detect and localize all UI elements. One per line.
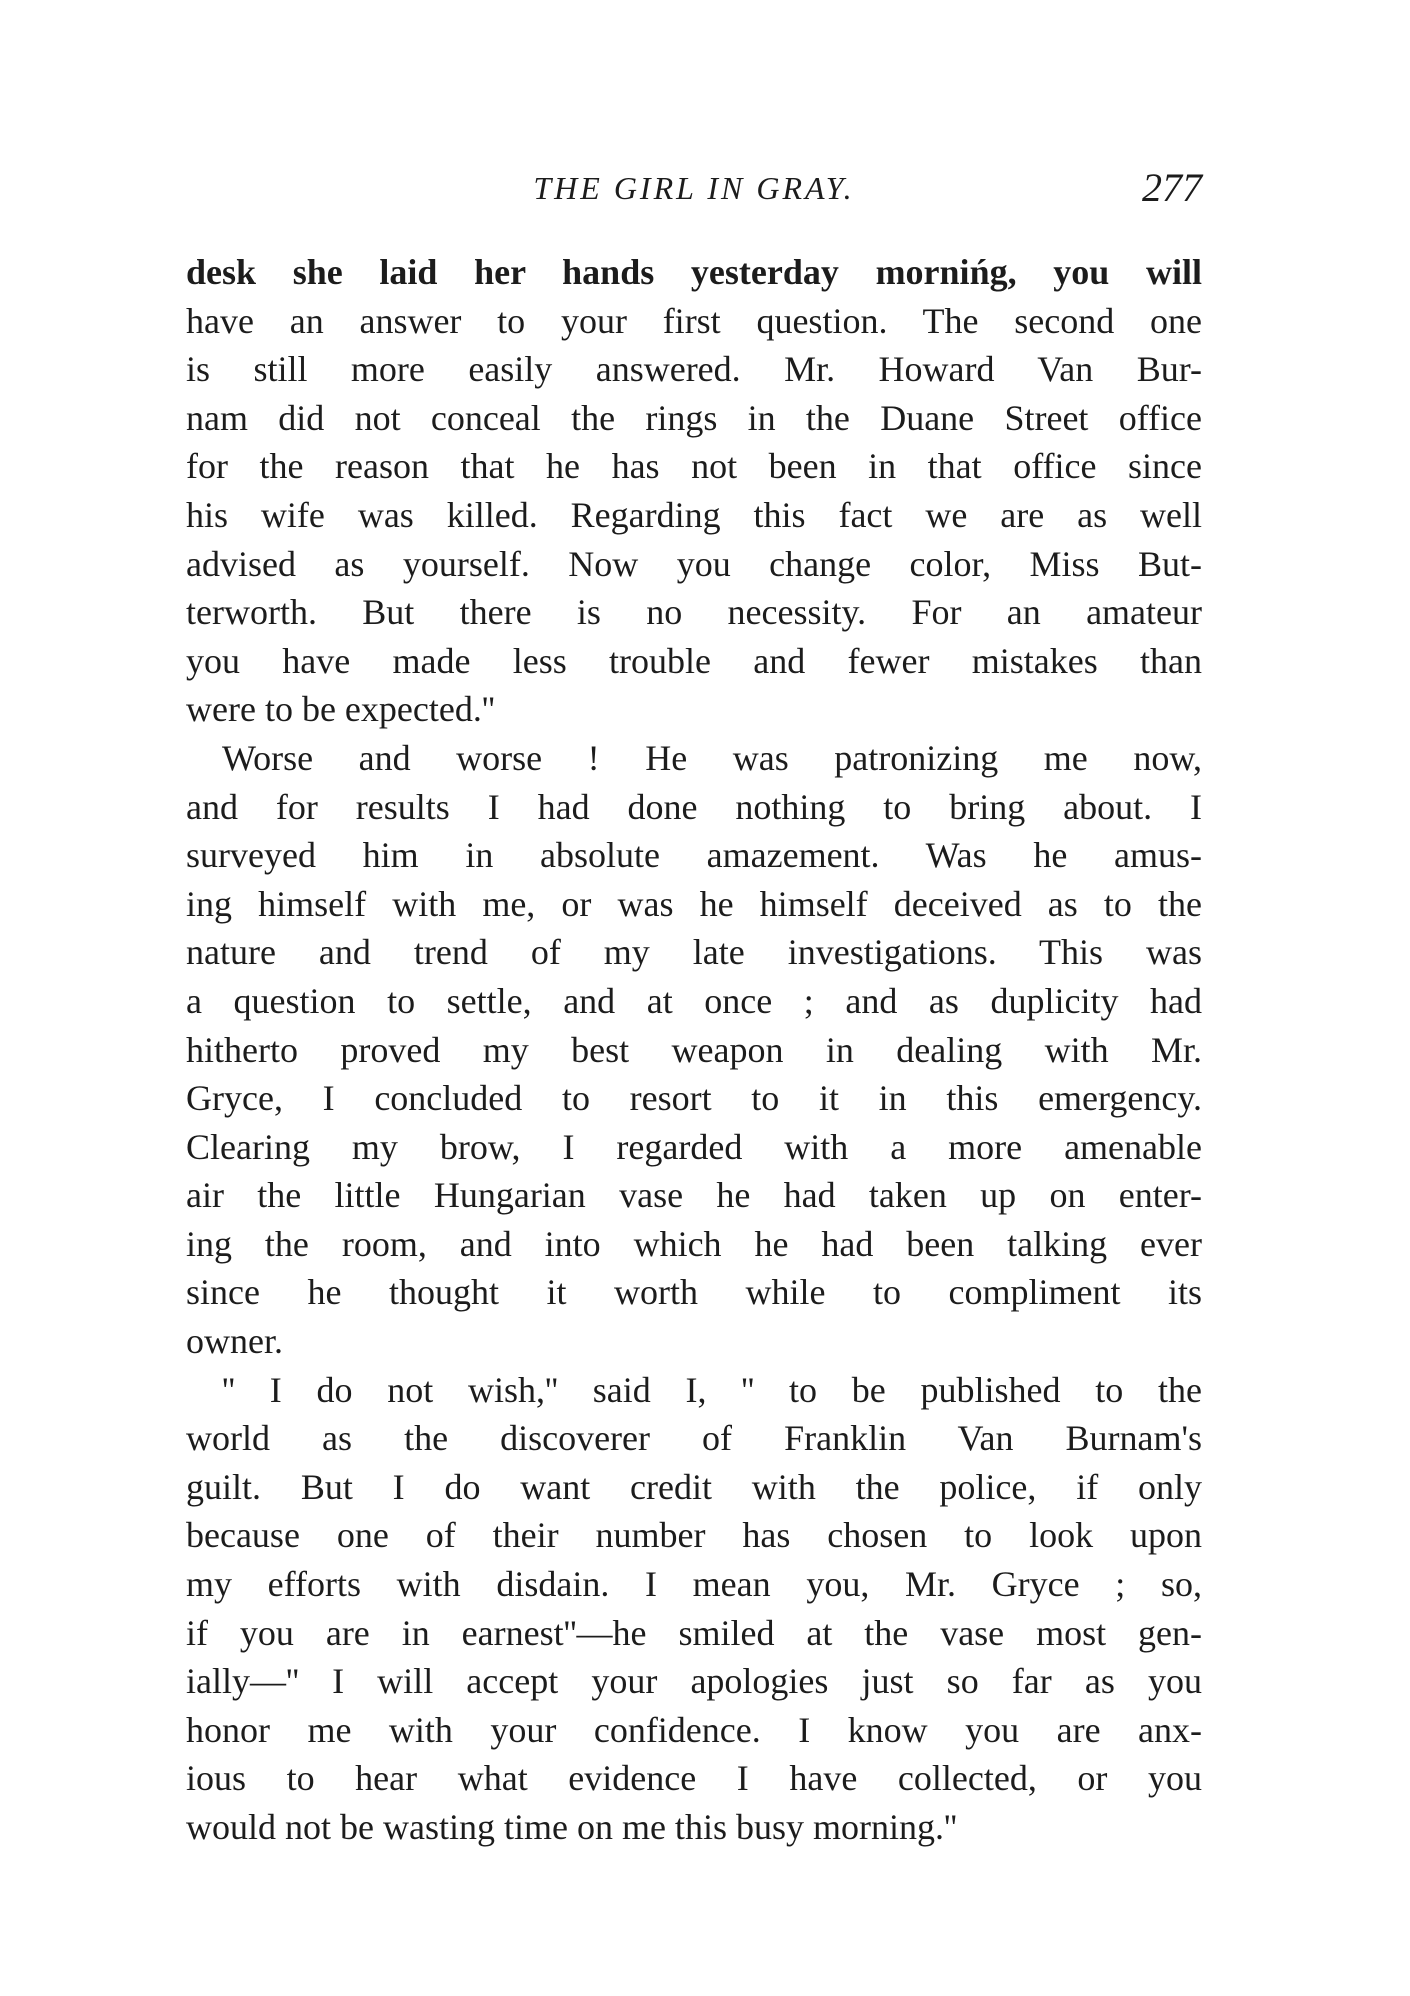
text-line: would not be wasting time on me this busy morning.'' [186, 1807, 957, 1847]
text-line: nature and trend of my late investigations. This was [186, 932, 1202, 973]
text-line: and for results I had done nothing to bring about. I [186, 786, 1202, 827]
text-line: ially—'' I will accept your apologies just so far as you [186, 1661, 1202, 1702]
text-line: you have made less trouble and fewer mistakes than [186, 640, 1202, 681]
text-line: since he thought it worth while to compliment its [186, 1272, 1202, 1313]
text-line: if you are in earnest''—he smiled at the vase most gen- [186, 1612, 1202, 1653]
text-line: for the reason that he has not been in that office since [186, 446, 1202, 487]
running-header [186, 165, 1202, 228]
text-line: nam did not conceal the rings in the Duane Street office [186, 397, 1202, 438]
text-line: is still more easily answered. Mr. Howard Van Bur- [186, 349, 1202, 390]
text-line: ious to hear what evidence I have collected, or you [186, 1758, 1202, 1799]
text-line: guilt. But I do want credit with the police, if only [186, 1466, 1202, 1507]
text-line: owner. [186, 1321, 283, 1362]
text-line: Worse and worse ! He was patronizing me now, [222, 737, 1202, 778]
text-line: desk she laid her hands yesterday mornińg, you will [186, 252, 1202, 292]
running-title: THE GIRL IN GRAY. [533, 170, 855, 206]
text-line: because one of their number has chosen to look upon [186, 1515, 1202, 1556]
text-line: advised as yourself. Now you change color, Miss But- [186, 543, 1202, 584]
text-line: his wife was killed. Regarding this fact we are as well [186, 494, 1202, 535]
text-line: honor me with your confidence. I know you are anx- [186, 1709, 1202, 1750]
text-line: world as the discoverer of Franklin Van Burnam's [186, 1418, 1202, 1459]
text-line: Gryce, I concluded to resort to it in this emergency. [186, 1078, 1202, 1119]
text-line: have an answer to your first question. The second one [186, 300, 1202, 341]
text-line: Clearing my brow, I regarded with a more amenable [186, 1126, 1202, 1167]
text-line: ing the room, and into which he had been talking ever [186, 1223, 1202, 1264]
text-line: hitherto proved my best weapon in dealing with Mr. [186, 1029, 1202, 1070]
text-line: surveyed him in absolute amazement. Was he amus- [186, 835, 1202, 876]
text-line: ing himself with me, or was he himself deceived as to the [186, 883, 1202, 924]
page-number: 277 [1142, 165, 1202, 210]
text-line: air the little Hungarian vase he had taken up on enter- [186, 1175, 1202, 1216]
text-line: were to be expected.'' [186, 689, 495, 730]
text-line: '' I do not wish,'' said I, '' to be published to the [222, 1369, 1202, 1410]
text-line: terworth. But there is no necessity. For an amateur [186, 592, 1202, 633]
body-text [186, 248, 1202, 1852]
text-line: my efforts with disdain. I mean you, Mr. Gryce ; so, [186, 1564, 1202, 1605]
text-line: a question to settle, and at once ; and as duplicity had [186, 980, 1202, 1021]
